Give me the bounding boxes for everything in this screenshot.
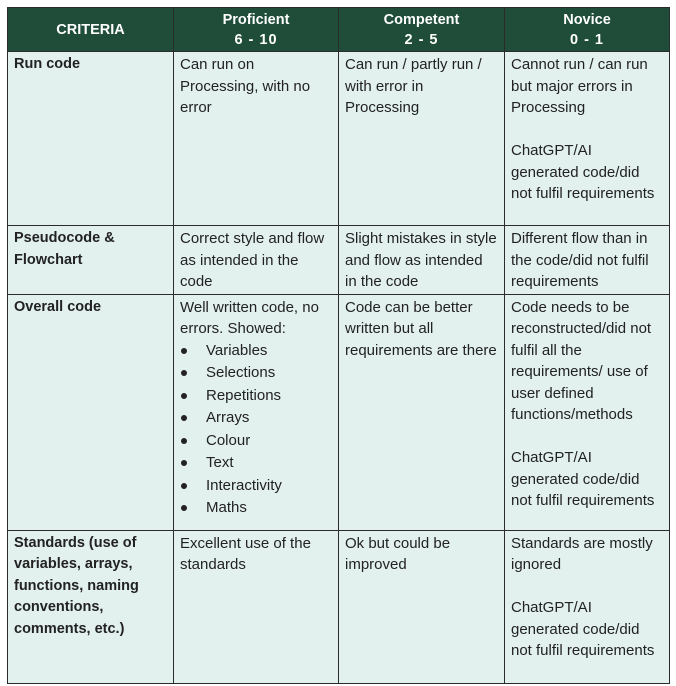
- standards-novice-ai-note: ChatGPT/AI generated code/did not fulfil requirements: [511, 599, 655, 659]
- header-novice: [505, 8, 670, 52]
- skills-list: [180, 340, 332, 520]
- header-competent-score: 2 - 5: [404, 31, 439, 48]
- overall-competent: Code can be better written but all requirements are there: [339, 294, 505, 530]
- overall-proficient: [174, 294, 339, 530]
- list-item: Colour: [180, 430, 332, 453]
- criteria-run-code: Run code: [8, 52, 174, 226]
- criteria-standards: Standards (use of variables, arrays, functions, naming conventions, comments, etc.): [8, 530, 174, 683]
- bullet-icon: [181, 505, 187, 511]
- table-row: [8, 294, 670, 530]
- header-competent: [339, 8, 505, 52]
- header-competent-title: Competent: [383, 11, 460, 28]
- list-item: Arrays: [180, 407, 332, 430]
- run-code-competent: Can run / partly run / with error in Processing: [339, 52, 505, 226]
- overall-novice: [505, 294, 670, 530]
- table-row: [8, 226, 670, 295]
- header-novice-score: 0 - 1: [569, 31, 604, 48]
- header-criteria: CRITERIA: [8, 8, 174, 52]
- list-item: Repetitions: [180, 385, 332, 408]
- overall-novice-text: Code needs to be reconstructed/did not fulfil all the requirements/ use of user defined functions/methods: [511, 298, 652, 423]
- header-proficient: [174, 8, 339, 52]
- list-item: Text: [180, 452, 332, 475]
- header-proficient-score: 6 - 10: [234, 31, 278, 48]
- standards-proficient: Excellent use of the standards: [174, 530, 339, 683]
- bullet-icon: [181, 483, 187, 489]
- bullet-icon: [181, 460, 187, 466]
- run-code-novice-text: Cannot run / can run but major errors in Processing: [511, 56, 648, 116]
- standards-competent: Ok but could be improved: [339, 530, 505, 683]
- list-item: Selections: [180, 362, 332, 385]
- pseudocode-competent: Slight mistakes in style and flow as intended in the code: [339, 226, 505, 295]
- header-proficient-title: Proficient: [222, 11, 290, 28]
- bullet-icon: [181, 438, 187, 444]
- header-row: [8, 8, 670, 52]
- run-code-novice-ai-note: ChatGPT/AI generated code/did not fulfil requirements: [511, 142, 655, 202]
- bullet-icon: [181, 348, 187, 354]
- table-row: [8, 530, 670, 683]
- overall-novice-ai-note: ChatGPT/AI generated code/did not fulfil requirements: [511, 449, 655, 509]
- bullet-icon: [181, 415, 187, 421]
- bullet-icon: [181, 370, 187, 376]
- pseudocode-proficient: Correct style and flow as intended in the code: [174, 226, 339, 295]
- list-item: Maths: [180, 497, 332, 520]
- run-code-novice: [505, 52, 670, 226]
- criteria-pseudocode: Pseudocode & Flowchart: [8, 226, 174, 295]
- list-item: Interactivity: [180, 475, 332, 498]
- standards-novice: [505, 530, 670, 683]
- run-code-proficient: Can run on Processing, with no error: [174, 52, 339, 226]
- pseudocode-novice: Different flow than in the code/did not fulfil requirements: [505, 226, 670, 295]
- bullet-icon: [181, 393, 187, 399]
- criteria-overall-code: Overall code: [8, 294, 174, 530]
- rubric-table: [7, 7, 670, 684]
- header-novice-title: Novice: [563, 11, 611, 28]
- list-item: Variables: [180, 340, 332, 363]
- table-row: [8, 52, 670, 226]
- standards-novice-text: Standards are mostly ignored: [511, 534, 653, 573]
- overall-proficient-intro: Well written code, no errors. Showed:: [180, 298, 319, 337]
